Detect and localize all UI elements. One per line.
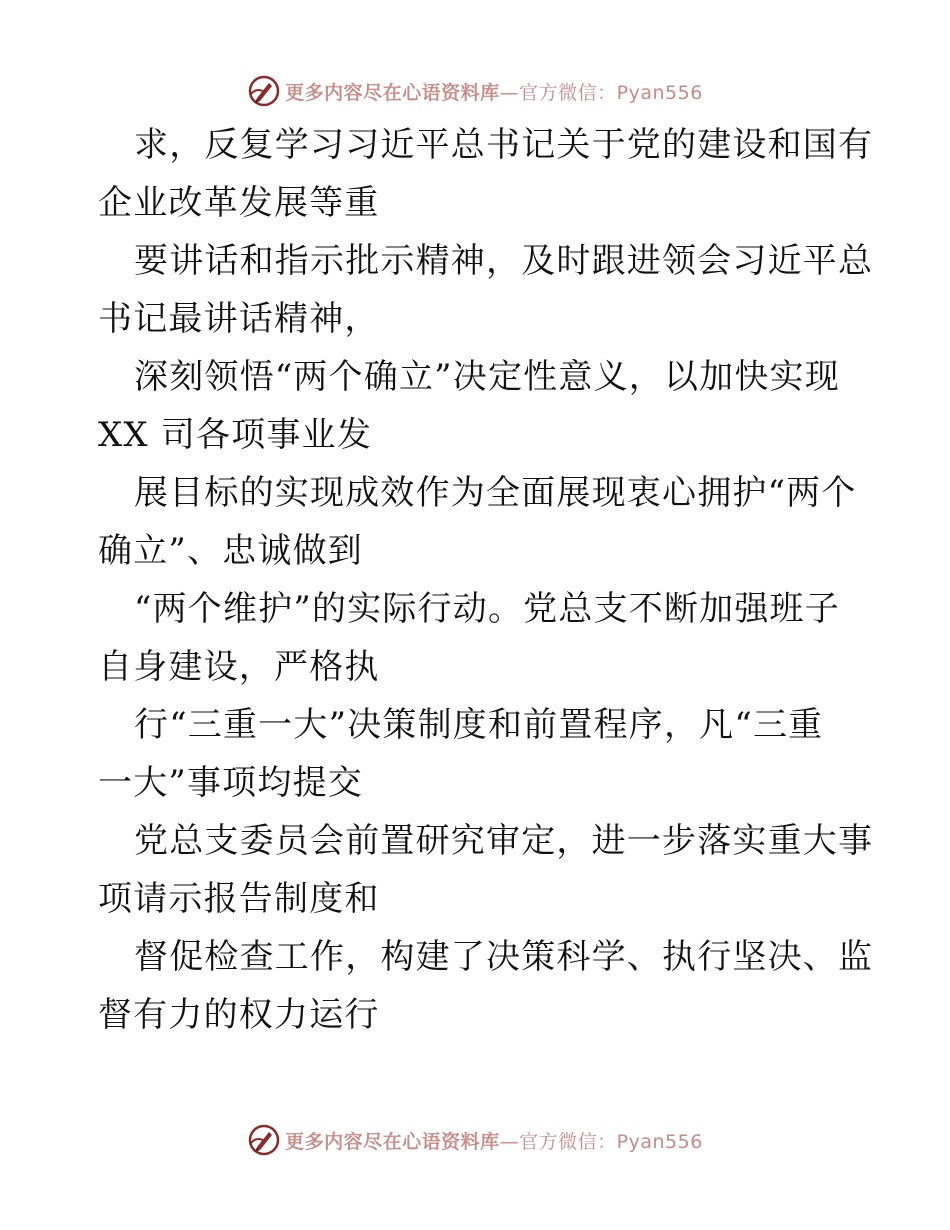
paragraph-line-2: 一大”事项均提交 bbox=[98, 763, 363, 803]
pen-logo-icon bbox=[247, 1123, 281, 1157]
paragraph-line-2: 企业改革发展等重 bbox=[98, 183, 380, 223]
footer-banner-wechat: —官方微信：Pyan556 bbox=[499, 1130, 703, 1153]
paragraph bbox=[98, 232, 874, 348]
paragraph-line-1: 督促检查工作，构建了决策科学、执行坚决、监 bbox=[134, 937, 874, 977]
paragraph-line-2: 自身建设，严格执 bbox=[98, 647, 380, 687]
paragraph bbox=[98, 348, 858, 464]
header-banner-title: 更多内容尽在心语资料库 bbox=[285, 81, 500, 104]
paragraph-line-2: 确立”、忠诚做到 bbox=[98, 531, 363, 571]
paragraph-line-1: 要讲话和指示批示精神，及时跟进领会习近平总 bbox=[134, 241, 874, 281]
paragraph-line-1: 行“三重一大”决策制度和前置程序，凡“三重 bbox=[134, 705, 824, 745]
header-banner bbox=[0, 71, 950, 111]
pen-logo-icon bbox=[247, 74, 281, 108]
paragraph-line-2: 督有力的权力运行 bbox=[98, 995, 380, 1035]
paragraph bbox=[98, 812, 874, 928]
paragraph bbox=[98, 696, 858, 812]
paragraph-line-1: “两个维护”的实际行动。党总支不断加强班子 bbox=[134, 589, 840, 629]
paragraph-line-1: 展目标的实现成效作为全面展现衷心拥护“两个 bbox=[134, 473, 857, 513]
paragraph bbox=[98, 116, 874, 232]
paragraph-line-1: 党总支委员会前置研究审定，进一步落实重大事 bbox=[134, 821, 874, 861]
paragraph-line-2: XX 司各项事业发 bbox=[98, 415, 373, 455]
footer-banner-title: 更多内容尽在心语资料库 bbox=[285, 1130, 500, 1153]
paragraph bbox=[98, 580, 858, 696]
header-banner-wechat: —官方微信：Pyan556 bbox=[499, 81, 703, 104]
paragraph-line-2: 书记最讲话精神， bbox=[98, 299, 380, 339]
paragraph-line-1: 求，反复学习习近平总书记关于党的建设和国有 bbox=[134, 125, 874, 165]
document-body bbox=[98, 116, 874, 1044]
paragraph-line-2: 项请示报告制度和 bbox=[98, 879, 380, 919]
paragraph bbox=[98, 928, 874, 1044]
paragraph bbox=[98, 464, 858, 580]
paragraph-line-1: 深刻领悟“两个确立”决定性意义，以加快实现 bbox=[134, 357, 840, 397]
footer-banner bbox=[0, 1120, 950, 1160]
